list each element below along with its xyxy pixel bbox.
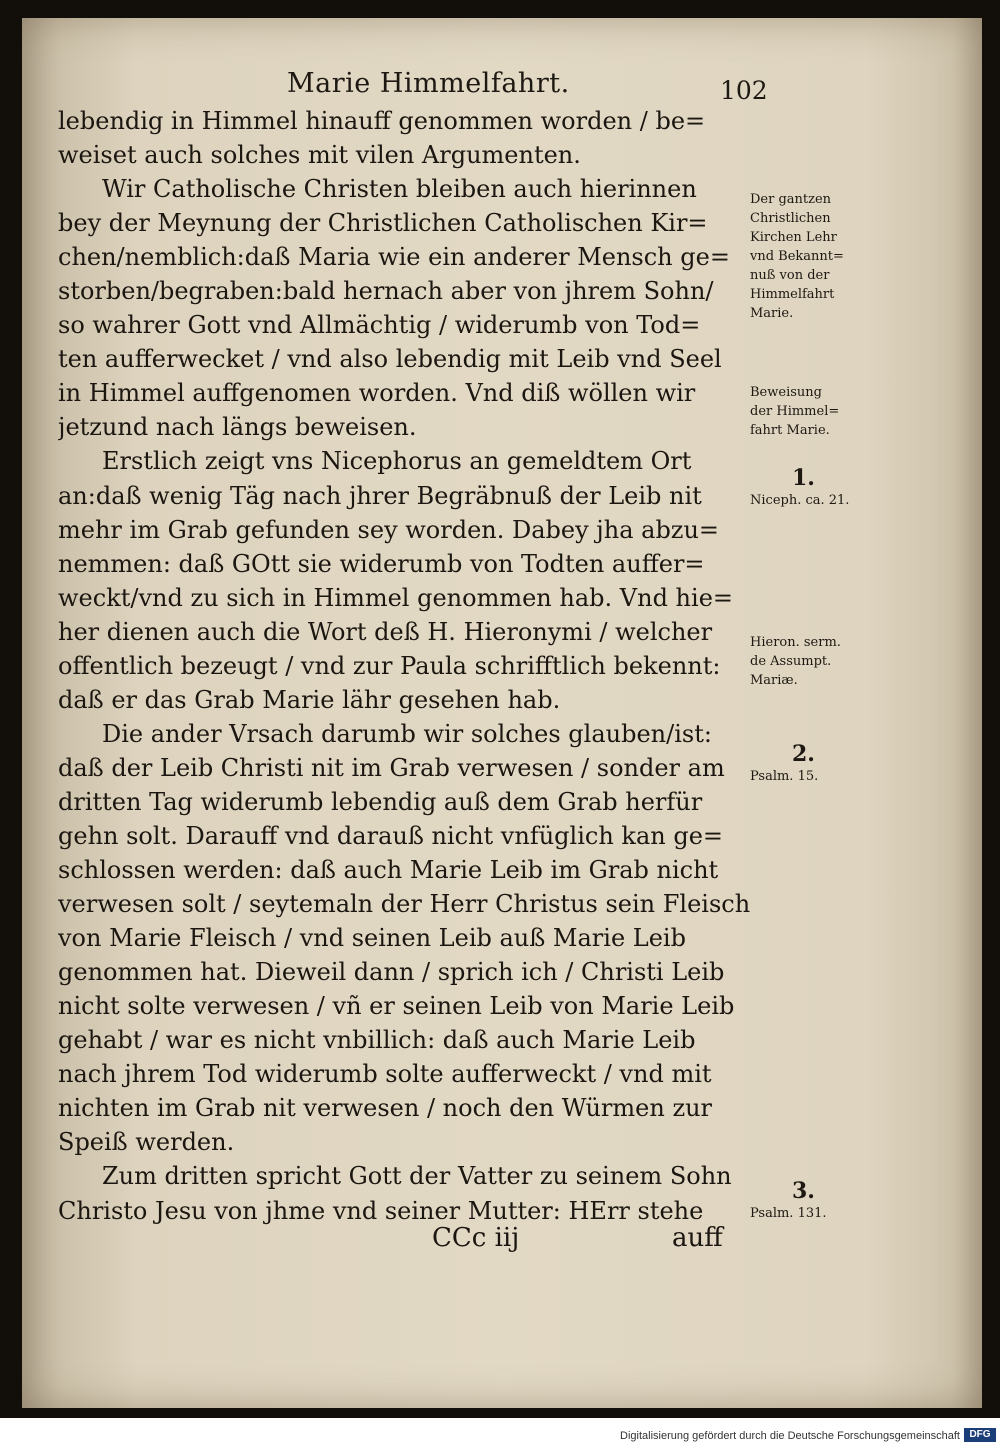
text-line: weiset auch solches mit vilen Argumenten. xyxy=(58,141,581,170)
margin-note-hieronymus xyxy=(750,633,841,690)
text-line: her dienen auch die Wort deß H. Hieronymi / welcher xyxy=(58,617,713,646)
note-line: Niceph. ca. 21. xyxy=(750,493,850,508)
text-line: Wir Catholische Christen bleiben auch hierinnen xyxy=(102,175,697,204)
text-line: in Himmel auffgenomen worden. Vnd diß wöllen wir xyxy=(58,379,696,408)
note-line: Psalm. 15. xyxy=(750,769,819,784)
text-line: nemmen: daß GOtt sie widerumb von Todten auffer= xyxy=(58,549,705,578)
text-line: nach jhrem Tod widerumb solte aufferweckt / vnd mit xyxy=(58,1060,712,1089)
note-line: vnd Bekannt= xyxy=(750,249,844,264)
running-head: Marie Himmelfahrt. xyxy=(287,68,570,99)
margin-note-proof xyxy=(750,383,839,440)
margin-note-psalm-15 xyxy=(750,741,818,786)
text-line: daß er das Grab Marie lähr gesehen hab. xyxy=(58,685,561,714)
text-line: bey der Meynung der Christlichen Catholischen Kir= xyxy=(58,209,708,238)
text-line: daß der Leib Christi nit im Grab verwesen / sonder am xyxy=(58,753,725,782)
note-line: Hieron. serm. xyxy=(750,635,841,650)
text-line: storben/begraben:bald hernach aber von jhrem Sohn/ xyxy=(58,277,714,306)
text-line: so wahrer Gott vnd Allmächtig / widerumb von Tod= xyxy=(58,311,701,340)
main-text-block xyxy=(58,104,768,1228)
text-line: offentlich bezeugt / vnd zur Paula schrifftlich bekennt: xyxy=(58,651,721,680)
note-line: Beweisung xyxy=(750,385,822,400)
text-line: Erstlich zeigt vns Nicephorus an gemeldtem Ort xyxy=(102,447,692,476)
funding-notice: Digitalisierung gefördert durch die Deutsche Forschungsgemeinschaft xyxy=(620,1430,960,1442)
margin-note-psalm-131 xyxy=(750,1178,827,1223)
note-line: Himmelfahrt xyxy=(750,287,835,302)
note-line: Psalm. 131. xyxy=(750,1206,827,1221)
text-line: nichten im Grab nit verwesen / noch den Würmen zur xyxy=(58,1094,713,1123)
text-line: weckt/vnd zu sich in Himmel genommen hab. Vnd hie= xyxy=(58,583,733,612)
text-line: verwesen solt / seytemaln der Herr Christus sein Fleisch xyxy=(58,890,751,919)
note-line: Marie. xyxy=(750,306,794,321)
text-line: lebendig in Himmel hinauff genommen worden / be= xyxy=(58,107,706,135)
page-number: 102 xyxy=(720,76,768,105)
note-number: 2. xyxy=(792,741,815,767)
text-line: Christo Jesu von jhme vnd seiner Mutter: HErr stehe xyxy=(58,1196,704,1225)
text-line: Zum dritten spricht Gott der Vatter zu seinem Sohn xyxy=(102,1162,732,1191)
book-page xyxy=(22,18,982,1408)
note-line: de Assumpt. xyxy=(750,654,832,669)
text-line: schlossen werden: daß auch Marie Leib im Grab nicht xyxy=(58,856,719,885)
note-number: 1. xyxy=(792,465,815,491)
note-line: Mariæ. xyxy=(750,673,798,688)
text-line: gehabt / war es nicht vnbillich: daß auch Marie Leib xyxy=(58,1026,696,1055)
note-line: Christlichen xyxy=(750,211,831,226)
text-line: gehn solt. Darauff vnd darauß nicht vnfüglich kan ge= xyxy=(58,821,724,850)
note-line: fahrt Marie. xyxy=(750,423,830,438)
text-line: Die ander Vrsach darumb wir solches glauben/ist: xyxy=(102,719,712,748)
note-line: Der gantzen xyxy=(750,192,832,207)
margin-note-nicephorus xyxy=(750,465,849,510)
margin-note-church-teaching xyxy=(750,190,844,323)
text-line: mehr im Grab gefunden sey worden. Dabey jha abzu= xyxy=(58,515,720,544)
text-line: chen/nemblich:daß Maria wie ein anderer Mensch ge= xyxy=(58,243,730,272)
text-line: ten aufferwecket / vnd also lebendig mit Leib vnd Seel xyxy=(58,345,722,374)
text-line: jetzund nach längs beweisen. xyxy=(58,413,417,442)
text-line: genommen hat. Dieweil dann / sprich ich / Christi Leib xyxy=(58,958,725,987)
note-number: 3. xyxy=(792,1178,815,1204)
text-line: nicht solte verwesen / vñ er seinen Leib von Marie Leib xyxy=(58,992,735,1021)
dfg-logo: DFG xyxy=(964,1428,996,1442)
note-line: nuß von der xyxy=(750,268,830,283)
text-line: an:daß wenig Täg nach jhrer Begräbnuß der Leib nit xyxy=(58,481,702,510)
catchword: auff xyxy=(672,1223,723,1253)
signature-mark: CCc iij xyxy=(432,1223,520,1253)
note-line: Kirchen Lehr xyxy=(750,230,837,245)
text-line: Speiß werden. xyxy=(58,1128,235,1157)
note-line: der Himmel= xyxy=(750,404,840,419)
footer-bar xyxy=(0,1418,1000,1452)
text-line: dritten Tag widerumb lebendig auß dem Grab herfür xyxy=(58,787,703,816)
text-line: von Marie Fleisch / vnd seinen Leib auß Marie Leib xyxy=(58,924,686,953)
